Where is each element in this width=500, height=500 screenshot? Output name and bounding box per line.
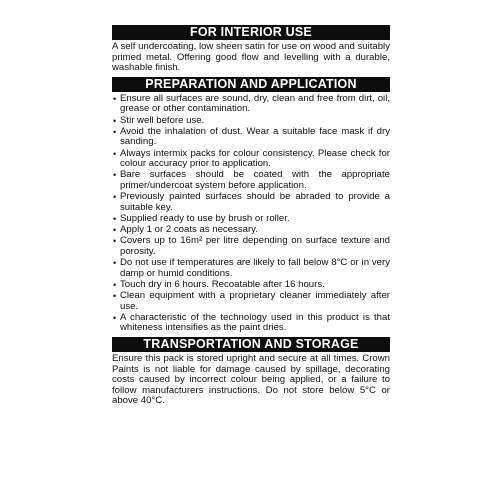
list-item-text: Bare surfaces should be coated with the appropriate primer/undercoat system before application. [120, 169, 390, 191]
list-item [112, 149, 390, 170]
list-item-text: Ensure all surfaces are sound, dry, clean and free from dirt, oil, grease or other contamination. [120, 92, 390, 115]
bullet-icon: • [113, 225, 117, 236]
bullet-icon: • [113, 115, 117, 126]
bullet-icon: • [113, 148, 117, 159]
storage-heading: TRANSPORTATION AND STORAGE [112, 337, 390, 352]
bullet-icon: • [113, 192, 117, 203]
preparation-list [112, 94, 390, 334]
list-item [112, 170, 390, 191]
list-item-text: Supplied ready to use by brush or roller. [120, 212, 290, 224]
list-item-text: Clean equipment with a proprietary cleaner immediately after use. [120, 290, 390, 312]
bullet-icon: • [113, 279, 117, 290]
list-item [112, 116, 390, 127]
list-item-text: Apply 1 or 2 coats as necessary. [120, 224, 258, 236]
instructions-label [112, 25, 390, 410]
list-item-text: Avoid the inhalation of dust. Wear a suitable face mask if dry sanding. [120, 125, 390, 148]
bullet-icon: • [113, 236, 117, 247]
bullet-icon: • [113, 170, 117, 181]
bullet-icon: • [113, 291, 117, 301]
bullet-icon: • [113, 93, 117, 104]
bullet-icon: • [113, 213, 117, 224]
bullet-icon: • [113, 126, 117, 137]
list-item [112, 192, 390, 213]
list-item-text: Stir well before use. [120, 114, 205, 126]
list-item [112, 280, 390, 291]
bullet-icon: • [113, 312, 117, 323]
list-item [112, 258, 390, 279]
list-item [112, 127, 390, 148]
list-item [112, 214, 390, 225]
list-item [112, 94, 390, 115]
list-item-text: Touch dry in 6 hours. Recoatable after 16 hours. [120, 278, 325, 290]
list-item [112, 291, 390, 312]
list-item-text: A characteristic of the technology used in this product is that whiteness intensifies as the paint dries. [120, 311, 390, 334]
interior-use-heading: FOR INTERIOR USE [112, 25, 390, 40]
list-item-text: Always intermix packs for colour consistency. Please check for colour accuracy prior to application. [120, 147, 390, 170]
list-item [112, 225, 390, 236]
interior-use-description: A self undercoating, low sheen satin for use on wood and suitably primed metal. Offering good flow and levelling with a durable, washable finish. [112, 41, 390, 74]
bullet-icon: • [113, 258, 117, 269]
preparation-heading: PREPARATION AND APPLICATION [112, 77, 390, 92]
list-item [112, 313, 390, 334]
list-item-text: Previously painted surfaces should be abraded to provide a suitable key. [120, 191, 390, 213]
list-item-text: Covers up to 16m² per litre depending on surface texture and porosity. [120, 235, 390, 257]
list-item-text: Do not use if temperatures are likely to fall below 8°C or in very damp or humid conditions. [120, 257, 390, 279]
storage-description: Ensure this pack is stored upright and secure at all times. Crown Paints is not liable for damage caused by spillage, decorating costs caused by incorrect colour being applied, or a failure to follow manufacturers instructions. Do not store below 5°C or above 40°C. [112, 352, 390, 407]
list-item [112, 236, 390, 257]
